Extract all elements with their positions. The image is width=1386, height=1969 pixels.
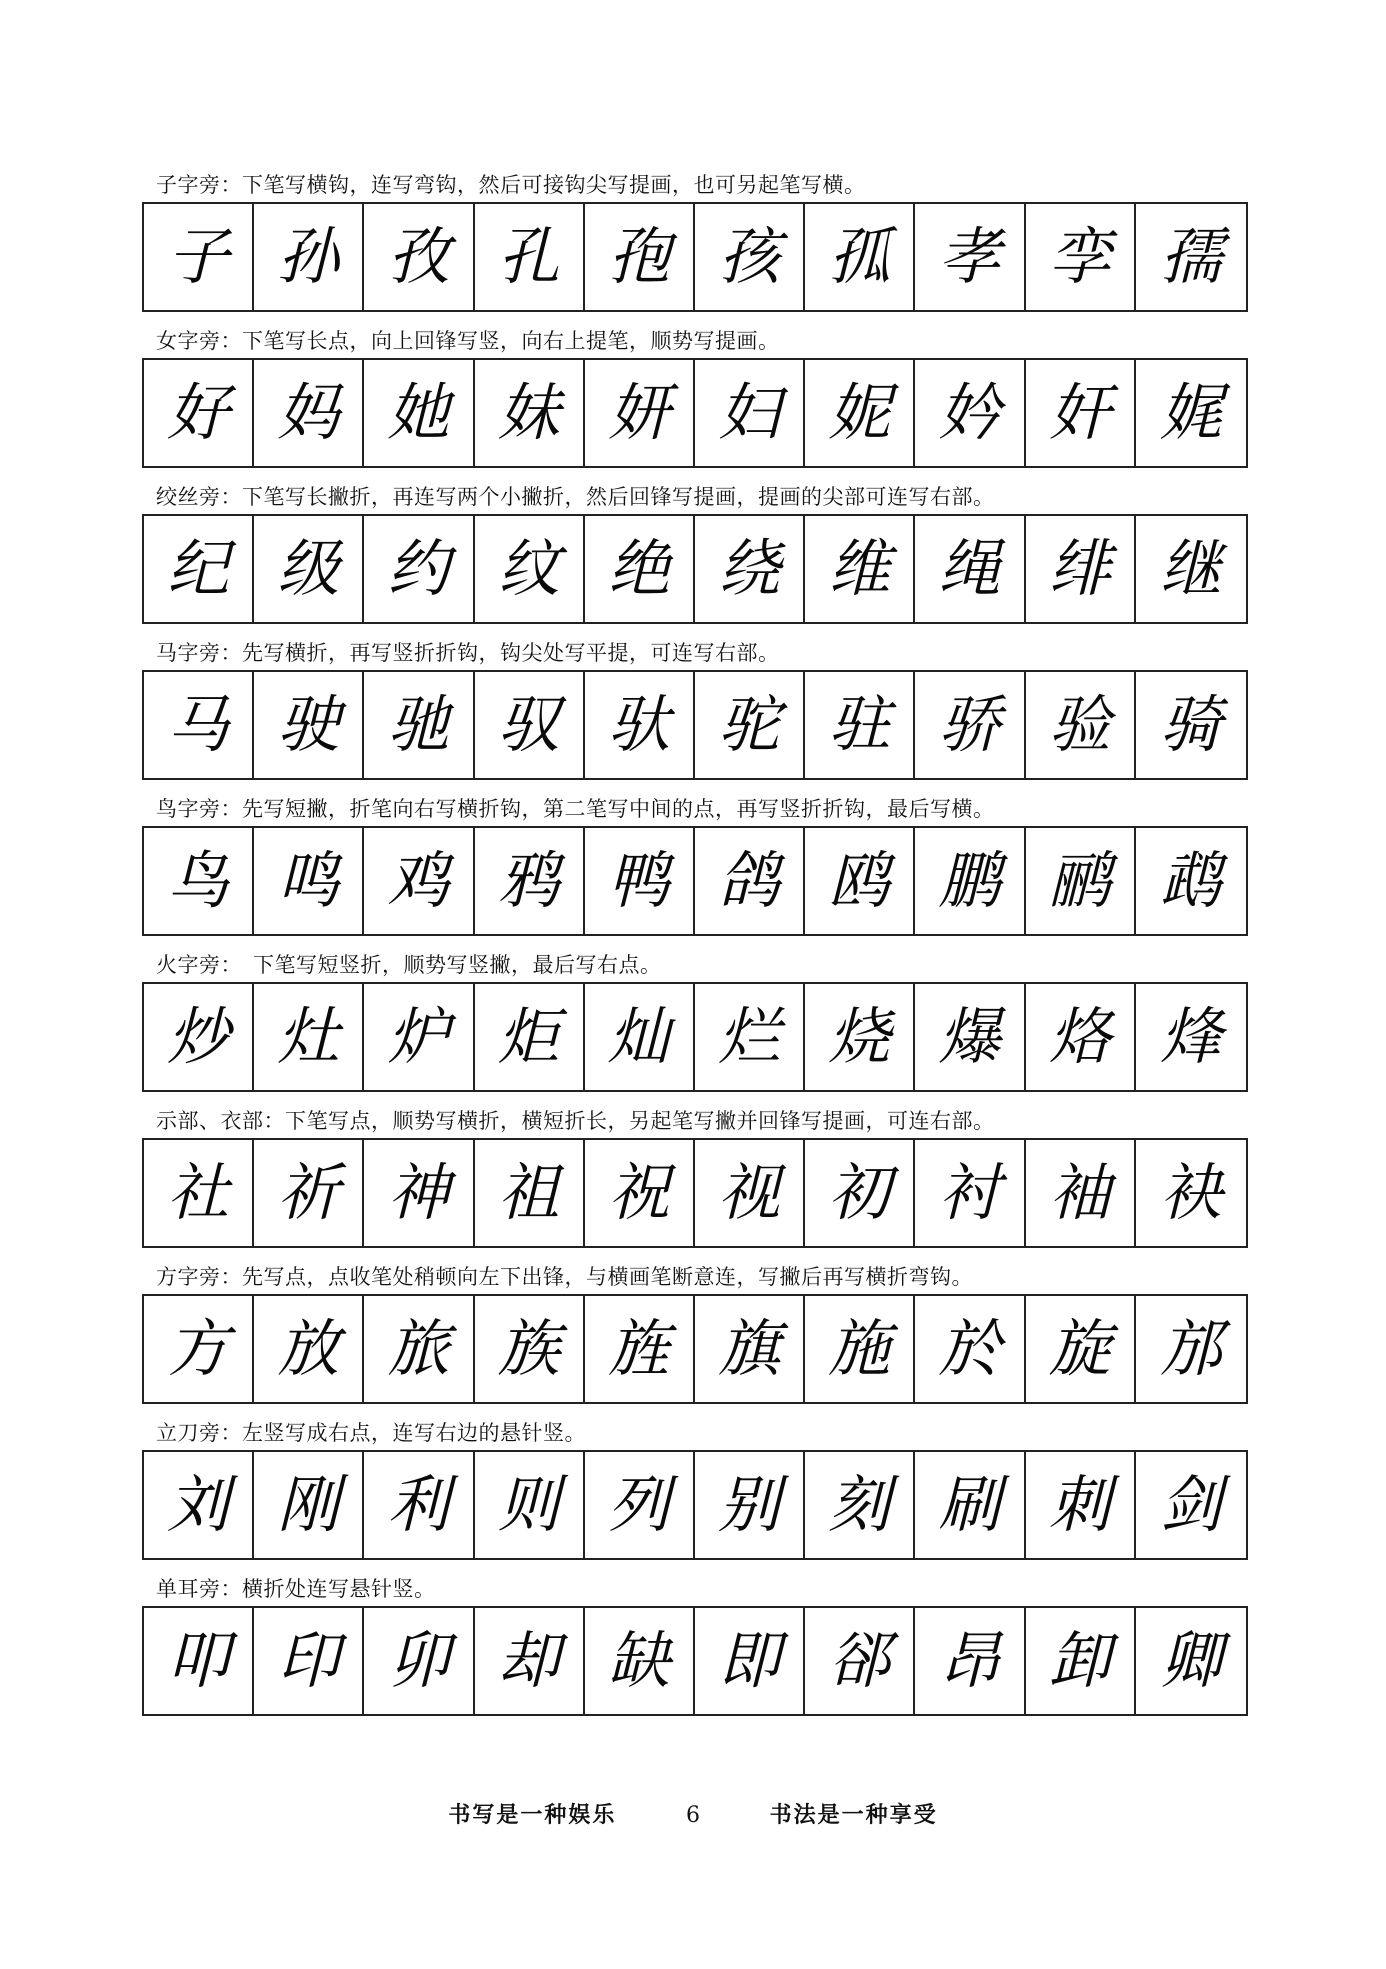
character-cell: 刚 (254, 1452, 364, 1558)
character-cell: 马 (144, 672, 254, 778)
radical-section (142, 1572, 1248, 1716)
character-grid (142, 514, 1248, 624)
character-cell: 烽 (1159, 1000, 1222, 1073)
character-cell: 烧 (805, 984, 915, 1090)
character-cell: 孜 (364, 204, 474, 310)
character-cell: 鸦 (475, 828, 585, 934)
radical-section (142, 168, 1248, 312)
character-cell: 鸟 (144, 828, 254, 934)
character-cell: 骄 (915, 672, 1025, 778)
character-grid (142, 982, 1248, 1092)
character-cell: 别 (695, 1452, 805, 1558)
character-cell: 卯 (364, 1608, 474, 1714)
character-cell: 旅 (364, 1296, 474, 1402)
section-instruction: 马字旁：先写横折，再写竖折折钩，钩尖处写平提，可连写右部。 (156, 641, 780, 665)
character-cell: 级 (254, 516, 364, 622)
character-cell: 驮 (585, 672, 695, 778)
character-cell: 爆 (915, 984, 1025, 1090)
character-cell: 炒 (144, 984, 254, 1090)
character-cell: 继 (1159, 532, 1222, 605)
character-cell: 绯 (1026, 516, 1136, 622)
character-cell: 孙 (254, 204, 364, 310)
character-cell: 邡 (1159, 1312, 1222, 1385)
character-cell: 缺 (585, 1608, 695, 1714)
character-cell: 印 (254, 1608, 364, 1714)
practice-content (142, 168, 1248, 1728)
character-cell: 卸 (1026, 1608, 1136, 1714)
character-cell: 昂 (915, 1608, 1025, 1714)
character-cell: 袖 (1026, 1140, 1136, 1246)
character-cell: 孩 (695, 204, 805, 310)
character-grid (142, 670, 1248, 780)
character-cell: 旗 (695, 1296, 805, 1402)
character-cell: 维 (805, 516, 915, 622)
character-cell: 郤 (805, 1608, 915, 1714)
character-cell: 祈 (254, 1140, 364, 1246)
character-cell: 纹 (475, 516, 585, 622)
character-cell: 灶 (254, 984, 364, 1090)
character-cell: 孢 (585, 204, 695, 310)
character-cell: 刷 (915, 1452, 1025, 1558)
character-cell: 旌 (585, 1296, 695, 1402)
character-grid (142, 358, 1248, 468)
character-cell: 妹 (475, 360, 585, 466)
character-cell: 社 (144, 1140, 254, 1246)
character-cell: 祖 (475, 1140, 585, 1246)
character-cell: 绳 (915, 516, 1025, 622)
character-cell: 奸 (1026, 360, 1136, 466)
character-cell: 方 (144, 1296, 254, 1402)
character-cell: 衬 (915, 1140, 1025, 1246)
character-grid (142, 1606, 1248, 1716)
character-cell: 验 (1026, 672, 1136, 778)
character-cell: 纪 (144, 516, 254, 622)
character-cell: 子 (144, 204, 254, 310)
character-cell: 鹏 (915, 828, 1025, 934)
character-cell: 绕 (695, 516, 805, 622)
character-cell: 初 (805, 1140, 915, 1246)
radical-section (142, 324, 1248, 468)
character-cell: 骑 (1159, 688, 1222, 761)
character-cell: 妍 (585, 360, 695, 466)
section-instruction: 示部、衣部：下笔写点，顺势写横折，横短折长，另起笔写撇并回锋写提画，可连右部。 (156, 1109, 995, 1133)
character-cell: 鸥 (805, 828, 915, 934)
character-cell: 烂 (695, 984, 805, 1090)
character-cell: 孝 (915, 204, 1025, 310)
radical-section (142, 636, 1248, 780)
character-cell: 孺 (1159, 220, 1222, 293)
character-cell: 驭 (475, 672, 585, 778)
character-cell: 鸭 (585, 828, 695, 934)
section-instruction: 子字旁：下笔写横钩，连写弯钩，然后可接钩尖写提画，也可另起笔写横。 (156, 173, 866, 197)
character-cell: 驼 (695, 672, 805, 778)
character-cell: 娓 (1159, 376, 1222, 449)
character-grid (142, 1450, 1248, 1560)
character-cell: 族 (475, 1296, 585, 1402)
character-cell: 列 (585, 1452, 695, 1558)
character-cell: 妮 (805, 360, 915, 466)
character-cell: 利 (364, 1452, 474, 1558)
character-cell: 妈 (254, 360, 364, 466)
character-cell: 施 (805, 1296, 915, 1402)
character-cell: 妗 (915, 360, 1025, 466)
character-cell: 刺 (1026, 1452, 1136, 1558)
character-cell: 刻 (805, 1452, 915, 1558)
character-cell: 刘 (144, 1452, 254, 1558)
section-instruction: 单耳旁：横折处连写悬针竖。 (156, 1577, 436, 1601)
character-grid (142, 1294, 1248, 1404)
character-cell: 放 (254, 1296, 364, 1402)
character-cell: 鹉 (1159, 844, 1222, 917)
character-cell: 鸣 (254, 828, 364, 934)
radical-section (142, 1260, 1248, 1404)
character-cell: 孪 (1026, 204, 1136, 310)
radical-section (142, 1104, 1248, 1248)
section-instruction: 鸟字旁：先写短撇，折笔向右写横折钩，第二笔写中间的点，再写竖折折钩，最后写横。 (156, 797, 995, 821)
character-cell: 绝 (585, 516, 695, 622)
section-instruction: 立刀旁：左竖写成右点，连写右边的悬针竖。 (156, 1421, 586, 1445)
character-cell: 叩 (144, 1608, 254, 1714)
character-cell: 灿 (585, 984, 695, 1090)
character-cell: 鸽 (695, 828, 805, 934)
character-cell: 驰 (364, 672, 474, 778)
section-instruction: 绞丝旁：下笔写长撇折，再连写两个小撇折，然后回锋写提画，提画的尖部可连写右部。 (156, 485, 995, 509)
character-cell: 鹂 (1026, 828, 1136, 934)
radical-section (142, 792, 1248, 936)
section-instruction: 女字旁：下笔写长点，向上回锋写竖，向右上提笔，顺势写提画。 (156, 329, 780, 353)
character-cell: 袂 (1159, 1156, 1222, 1229)
character-grid (142, 1138, 1248, 1248)
character-cell: 祝 (585, 1140, 695, 1246)
radical-section (142, 480, 1248, 624)
section-instruction: 方字旁：先写点，点收笔处稍顿向左下出锋，与横画笔断意连，写撇后再写横折弯钩。 (156, 1265, 973, 1289)
character-cell: 孔 (475, 204, 585, 310)
character-cell: 旋 (1026, 1296, 1136, 1402)
character-cell: 炬 (475, 984, 585, 1090)
character-cell: 孤 (805, 204, 915, 310)
character-cell: 剑 (1159, 1468, 1222, 1541)
character-cell: 卿 (1159, 1624, 1222, 1697)
character-cell: 她 (364, 360, 474, 466)
character-cell: 烙 (1026, 984, 1136, 1090)
character-cell: 却 (475, 1608, 585, 1714)
character-cell: 驶 (254, 672, 364, 778)
character-grid (142, 202, 1248, 312)
character-cell: 即 (695, 1608, 805, 1714)
character-cell: 好 (144, 360, 254, 466)
page-footer (0, 1798, 1386, 1829)
footer-left-slogan: 书写是一种娱乐 (448, 1803, 617, 1828)
section-instruction: 火字旁： 下笔写短竖折，顺势写竖撇，最后写右点。 (156, 953, 662, 977)
character-cell: 炉 (364, 984, 474, 1090)
character-cell: 神 (364, 1140, 474, 1246)
page-number: 6 (686, 1803, 700, 1828)
character-cell: 於 (915, 1296, 1025, 1402)
radical-section (142, 948, 1248, 1092)
character-cell: 约 (364, 516, 474, 622)
footer-right-slogan: 书法是一种享受 (769, 1803, 938, 1828)
radical-section (142, 1416, 1248, 1560)
character-cell: 妇 (695, 360, 805, 466)
character-cell: 视 (695, 1140, 805, 1246)
character-cell: 鸡 (364, 828, 474, 934)
character-grid (142, 826, 1248, 936)
character-cell: 驻 (805, 672, 915, 778)
character-cell: 则 (475, 1452, 585, 1558)
